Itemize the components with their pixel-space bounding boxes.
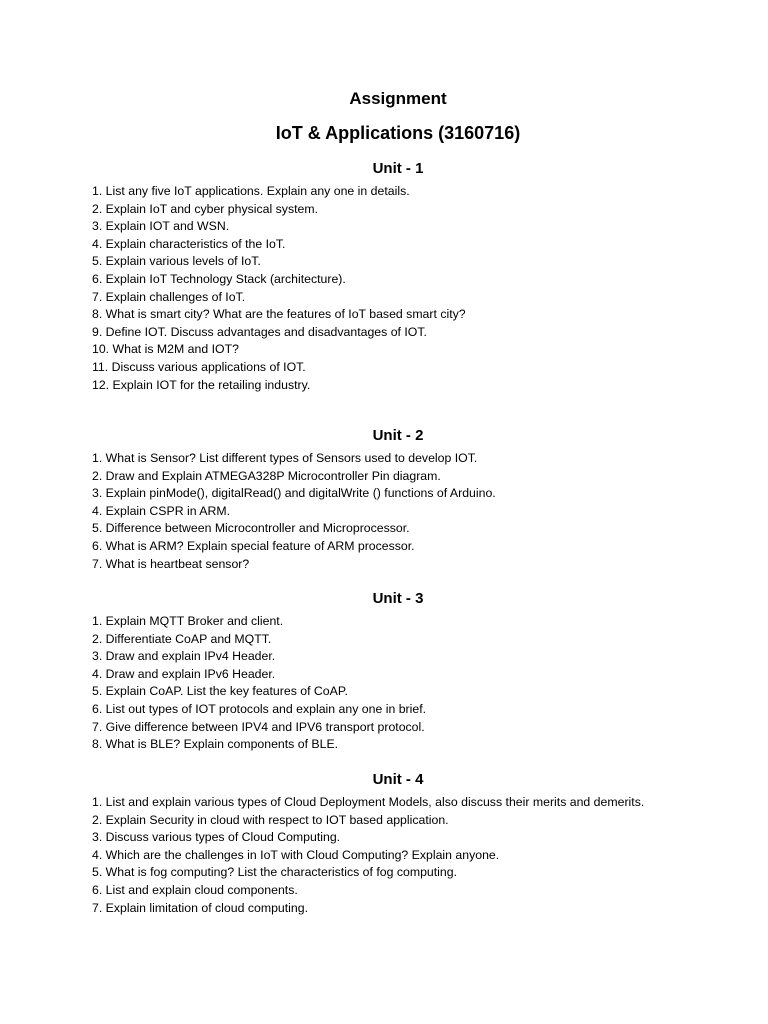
document-title: Assignment [349,89,447,108]
question-list [92,613,732,754]
question-item: 4. Which are the challenges in IoT with Cloud Computing? Explain anyone. [92,847,500,862]
question-list [92,450,732,573]
unit-heading: Unit - 3 [372,590,424,607]
question-item: 1. What is Sensor? List different types of Sensors used to develop IOT. [92,451,478,465]
question-item: 3. Explain pinMode(), digitalRead() and digitalWrite () functions of Arduino. [92,486,496,501]
question-item: 2. Differentiate CoAP and MQTT. [92,631,272,646]
document-subtitle: IoT & Applications (3160716) [275,123,521,143]
question-item: 6. List out types of IOT protocols and explain any one in brief. [92,701,427,716]
question-item: 3. Explain IOT and WSN. [92,219,230,234]
question-item: 7. Give difference between IPV4 and IPV6 transport protocol. [92,719,425,734]
question-list [92,794,732,917]
question-item: 2. Draw and Explain ATMEGA328P Microcontroller Pin diagram. [92,468,441,483]
question-list [92,183,732,394]
question-item: 5. Difference between Microcontroller and Microprocessor. [92,521,410,536]
question-item: 1. List and explain various types of Cloud Deployment Models, also discuss their merits and demerits. [92,795,645,809]
question-item: 1. List any five IoT applications. Explain any one in details. [92,184,410,198]
question-item: 2. Explain IoT and cyber physical system. [92,201,319,216]
question-item: 10. What is M2M and IOT? [92,342,239,357]
question-item: 9. Define IOT. Discuss advantages and disadvantages of IOT. [92,324,427,339]
unit-section [92,426,732,573]
unit-heading: Unit - 4 [372,771,424,788]
unit-heading: Unit - 2 [372,427,424,444]
unit-section [92,589,732,754]
question-item: 4. Draw and explain IPv6 Header. [92,666,276,681]
question-item: 7. Explain challenges of IoT. [92,289,246,304]
question-item: 7. Explain limitation of cloud computing. [92,900,308,915]
question-item: 4. Explain CSPR in ARM. [92,503,231,518]
question-item: 4. Explain characteristics of the IoT. [92,236,286,251]
question-item: 3. Draw and explain IPv4 Header. [92,649,276,664]
question-item: 8. What is smart city? What are the features of IoT based smart city? [92,307,466,322]
question-item: 6. List and explain cloud components. [92,882,298,897]
question-item: 12. Explain IOT for the retailing industry. [92,377,311,392]
question-item: 7. What is heartbeat sensor? [92,556,250,571]
question-item: 1. Explain MQTT Broker and client. [92,614,284,628]
unit-heading: Unit - 1 [372,160,424,177]
unit-section [92,159,732,394]
question-item: 6. What is ARM? Explain special feature of ARM processor. [92,538,415,553]
question-item: 11. Discuss various applications of IOT. [92,359,306,374]
question-item: 6. Explain IoT Technology Stack (architecture). [92,271,346,286]
question-item: 3. Discuss various types of Cloud Computing. [92,830,341,845]
question-item: 2. Explain Security in cloud with respect to IOT based application. [92,812,449,827]
unit-section [92,770,732,917]
question-item: 5. Explain various levels of IoT. [92,254,261,269]
question-item: 5. Explain CoAP. List the key features of CoAP. [92,684,348,699]
question-item: 8. What is BLE? Explain components of BLE. [92,737,339,752]
question-item: 5. What is fog computing? List the characteristics of fog computing. [92,865,457,880]
